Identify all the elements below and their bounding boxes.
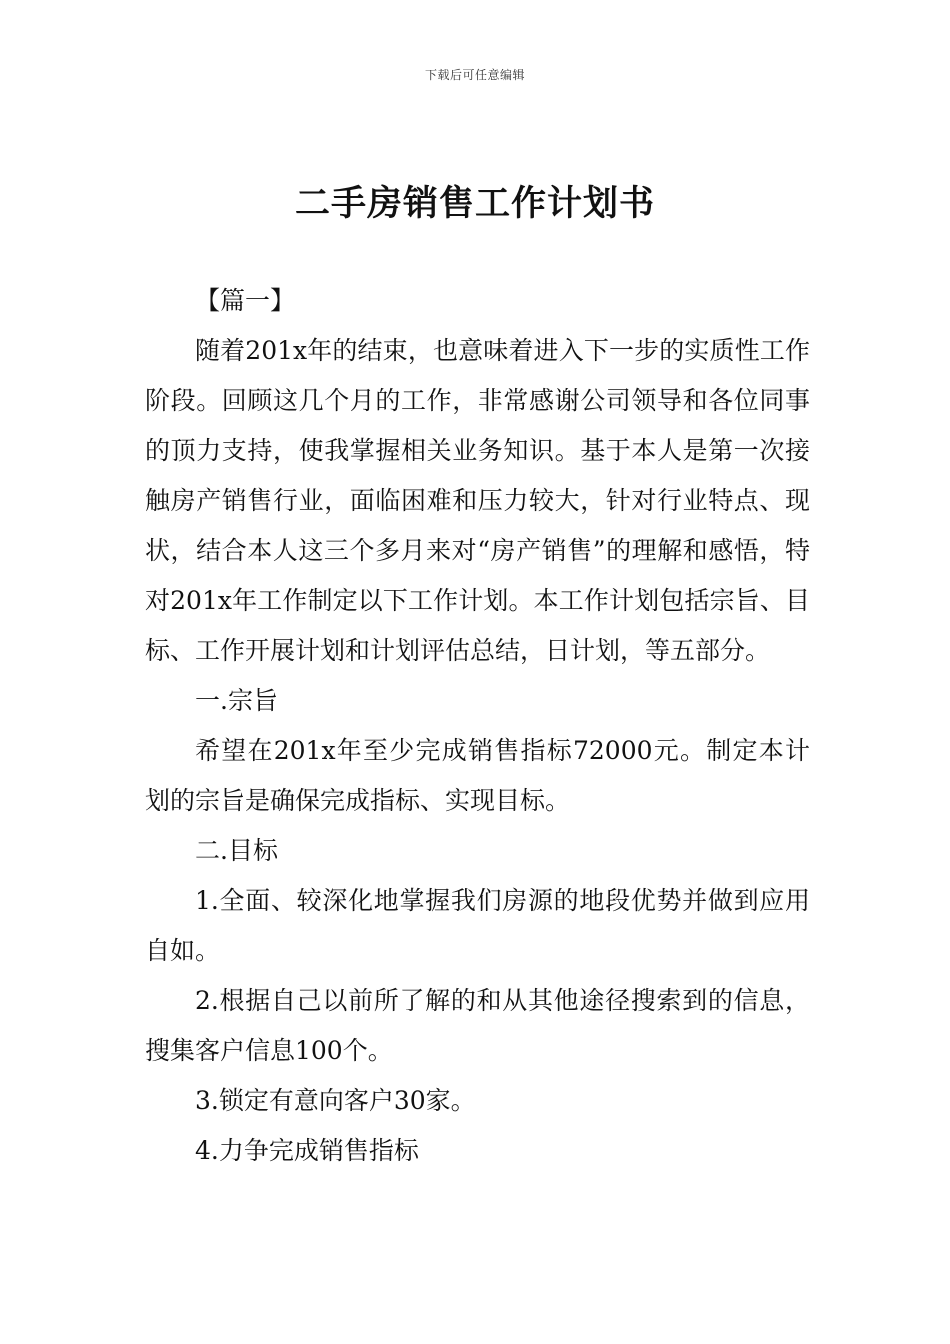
goal-item: 3.锁定有意向客户30家。 [195, 1086, 476, 1115]
goal-item: 1.全面、较深化地掌握我们房源的地段优势并做到应用自如。 [145, 886, 810, 965]
purpose-paragraph: 希望在201x年至少完成销售指标72000元。制定本计划的宗旨是确保完成指标、实现目标。 [145, 736, 810, 815]
goal-item: 4.力争完成销售指标 [195, 1136, 419, 1165]
goal-item: 2.根据自己以前所了解的和从其他途径搜索到的信息，搜集客户信息100个。 [145, 986, 810, 1065]
intro-paragraph: 随着201x年的结束，也意味着进入下一步的实质性工作阶段。回顾这几个月的工作，非常感谢公司领导和各位同事的顶力支持，使我掌握相关业务知识。基于本人是第一次接触房产销售行业，面临困难和压力较大，针对行业特点、现状，结合本人这三个多月来对“房产销售”的理解和感悟，特对201x年工作制定以下工作计划。本工作计划包括宗旨、目标、工作开展计划和计划评估总结，日计划，等五部分。 [145, 336, 810, 665]
document-body [145, 276, 810, 1176]
heading-goals: 二.目标 [195, 836, 278, 865]
header-note: 下载后可任意编辑 [424, 68, 525, 82]
heading-purpose: 一.宗旨 [195, 686, 278, 715]
section-label: 【篇一】 [195, 286, 296, 315]
document-title: 二手房销售工作计划书 [294, 184, 655, 224]
